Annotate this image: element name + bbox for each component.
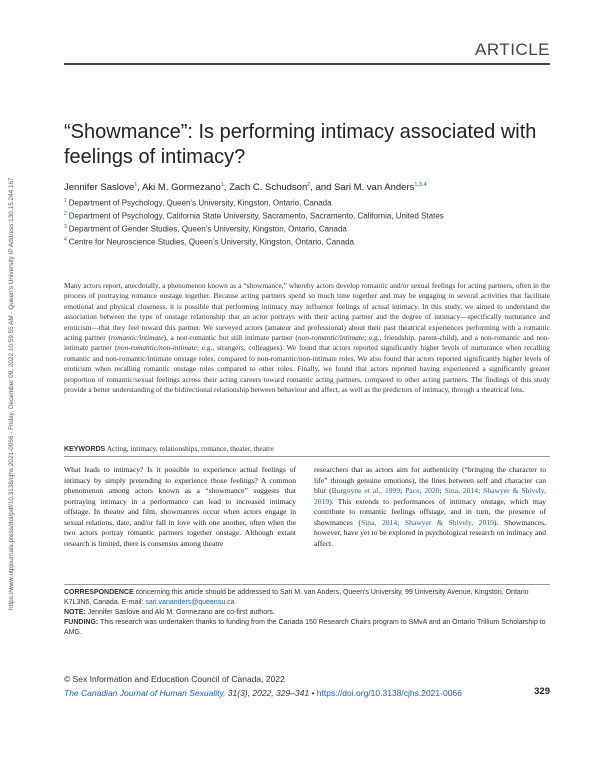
notes-divider bbox=[64, 584, 550, 585]
author-notes bbox=[64, 588, 550, 638]
download-watermark-text: https://www.utpjournals.press/doi/pdf/10.3138/cjhs.2021-0066 - Friday, December 09, 2022 10:59:55 AM - Queen's University IP Address:130.15.244.167 bbox=[8, 177, 15, 610]
citation-link[interactable]: Burgoyne et al., 1999 bbox=[331, 486, 401, 495]
copyright: © Sex Information and Education Council of Canada, 2022 bbox=[64, 674, 285, 684]
citation-link[interactable]: Shawyer & Shively, 2019 bbox=[404, 517, 494, 527]
citation-link[interactable]: Sina, 2014 bbox=[360, 517, 398, 527]
keywords-text: Acting, intimacy, relationships, romance, theater, theatre bbox=[106, 444, 274, 453]
email-link[interactable]: sari.vananders@queensu.ca bbox=[145, 599, 235, 606]
author-list: Jennifer Saslove$^1$, Aki M. Gormezano$^1$, Zach C. Schudson$^2$, and Sari M. van Anders$^{1,3,4}$ bbox=[64, 182, 427, 194]
page-footer bbox=[64, 672, 550, 700]
download-watermark bbox=[2, 140, 16, 610]
citation-link[interactable]: Shawyer & Shively, 2019 bbox=[314, 486, 546, 506]
doi-link[interactable]: https://doi.org/10.3138/cjhs.2021-0066 bbox=[316, 688, 462, 698]
abstract: Many actors report, anecdotally, a phenomenon known as a “showmance,” whereby actors develop romantic and/or sexual feelings for acting partners, often in the process of portraying romance onstage together. Because acting partners spend so much time together and may be engaging in several activities that facilitate emotional and physical closeness, it is possible that performing intimacy may influence feelings of actual intimacy. In this study, we aimed to understand the association between the type of onstage relationship that an actor portrays with their acting partner and the degree of intimacy—specifically nurturance and eroticism—that they feel toward this partner. We surveyed actors (amateur and professional) about their past theatrical experiences performing with a romantic acting partner (romantic/intimate), a non-romantic but still intimate partner (non-romantic/intimate; e.g., friendship, parent-child), and a non-romantic and non-intimate partner (non-romantic/non-intimate; e.g., strangers, colleagues). We found that actors reported significantly higher levels of nurturance when recalling romantic and non-romantic/intimate onstage roles, compared to non-romantic/non-intimate roles. We also found that actors reported significantly higher levels of eroticism when recalling romantic onstage roles compared to other roles. Finally, we found that actors reported having experienced a significantly greater proportion of romantic/sexual feelings across their acting careers toward romantic acting partners, compared to other acting partners. The findings of this study provide a better understanding of the bidirectional relationship between behaviour and affect, as well as the predictors of intimacy, through a theatrical lens. bbox=[64, 281, 550, 395]
affiliation: $^2$ Department of Psychology, California State University, Sacramento, Sacramento, California, United States bbox=[64, 211, 444, 221]
volume-pages: 31(3), 2022, 329–341 • bbox=[225, 688, 317, 698]
body-column-right: researchers that as actors aim for authenticity (“bringing the character to life” through genuine emotions), the lines between self and character can blur (Burgoyne et al., 1999; Pace, 2020; Sina, 2014; Shawyer & Shively, 2019). This extends to performances of intimacy onstage, which may contribute to romantic feelings offstage, and in turn, the presence of showmances (Sina, 2014; Shawyer & Shively, 2019). Showmances, however, have yet to be explored in psychological research on intimacy and affect. bbox=[314, 465, 546, 548]
header-divider bbox=[64, 63, 550, 65]
affiliation: $^4$ Centre for Neuroscience Studies, Queen’s University, Kingston, Ontario, Canada bbox=[64, 237, 354, 247]
citation-link[interactable]: Pace, 2020 bbox=[405, 486, 440, 495]
author-affil-ref[interactable]: 1 bbox=[220, 182, 224, 188]
citation-link[interactable]: Sina, 2014 bbox=[444, 486, 479, 495]
correspondence-note: CORRESPONDENCE concerning this article should be addressed to Sari M. van Anders, Queen’s University, 99 University Avenue, Kingston, Ontario K7L3N6, Canada. E-mail: sari.vananders@queensu.ca bbox=[64, 589, 529, 606]
affiliation: $^3$ Department of Gender Studies, Queen’s University, Kingston, Ontario, Canada bbox=[64, 224, 347, 234]
page-number: 329 bbox=[534, 686, 550, 697]
article-type-label: ARTICLE bbox=[475, 40, 550, 59]
author-name: Sari M. van Anders bbox=[334, 182, 415, 194]
paper-title: “Showmance”: Is performing intimacy associated with feelings of intimacy? bbox=[64, 121, 537, 168]
body-column-left: What leads to intimacy? Is it possible to experience actual feelings of intimacy by simply pretending to experience those feelings? A common phenomenon among actors known as a “showmance” suggests that portraying intimacy in a performance can lead to increased intimacy offstage. In theatre and film, showmances occur when actors engage in sexual relations, date, and/or fall in love with one another, often when the two actors portray romantic partners together onstage. Although extant research is limited, there is consensus among theatre bbox=[64, 465, 296, 548]
cofirst-note: NOTE: Jennifer Saslove and Aki M. Gormezano are co-first authors. bbox=[64, 609, 275, 616]
journal-citation bbox=[64, 686, 550, 700]
author-name: Jennifer Saslove bbox=[64, 182, 135, 194]
journal-name[interactable]: The Canadian Journal of Human Sexuality, bbox=[64, 688, 226, 698]
author-affil-ref[interactable]: 1,3,4 bbox=[414, 182, 427, 188]
funding-note: FUNDING: This research was undertaken thanks to funding from the Canada 150 Research Chairs program to SMvA and an Ontario Trillium Scholarship to AMG. bbox=[64, 619, 546, 636]
keywords-label: KEYWORDS bbox=[64, 446, 106, 453]
affiliation-list bbox=[64, 195, 544, 247]
author-name: Zach C. Schudson bbox=[229, 182, 308, 194]
author-name: Aki M. Gormezano bbox=[142, 182, 221, 194]
author-affil-ref[interactable]: 1 bbox=[134, 182, 138, 188]
affiliation: $^1$ Department of Psychology, Queen’s University, Kingston, Ontario, Canada bbox=[64, 198, 332, 208]
abstract-divider bbox=[64, 456, 550, 457]
author-affil-ref[interactable]: 2 bbox=[307, 182, 311, 188]
keywords bbox=[64, 444, 550, 453]
